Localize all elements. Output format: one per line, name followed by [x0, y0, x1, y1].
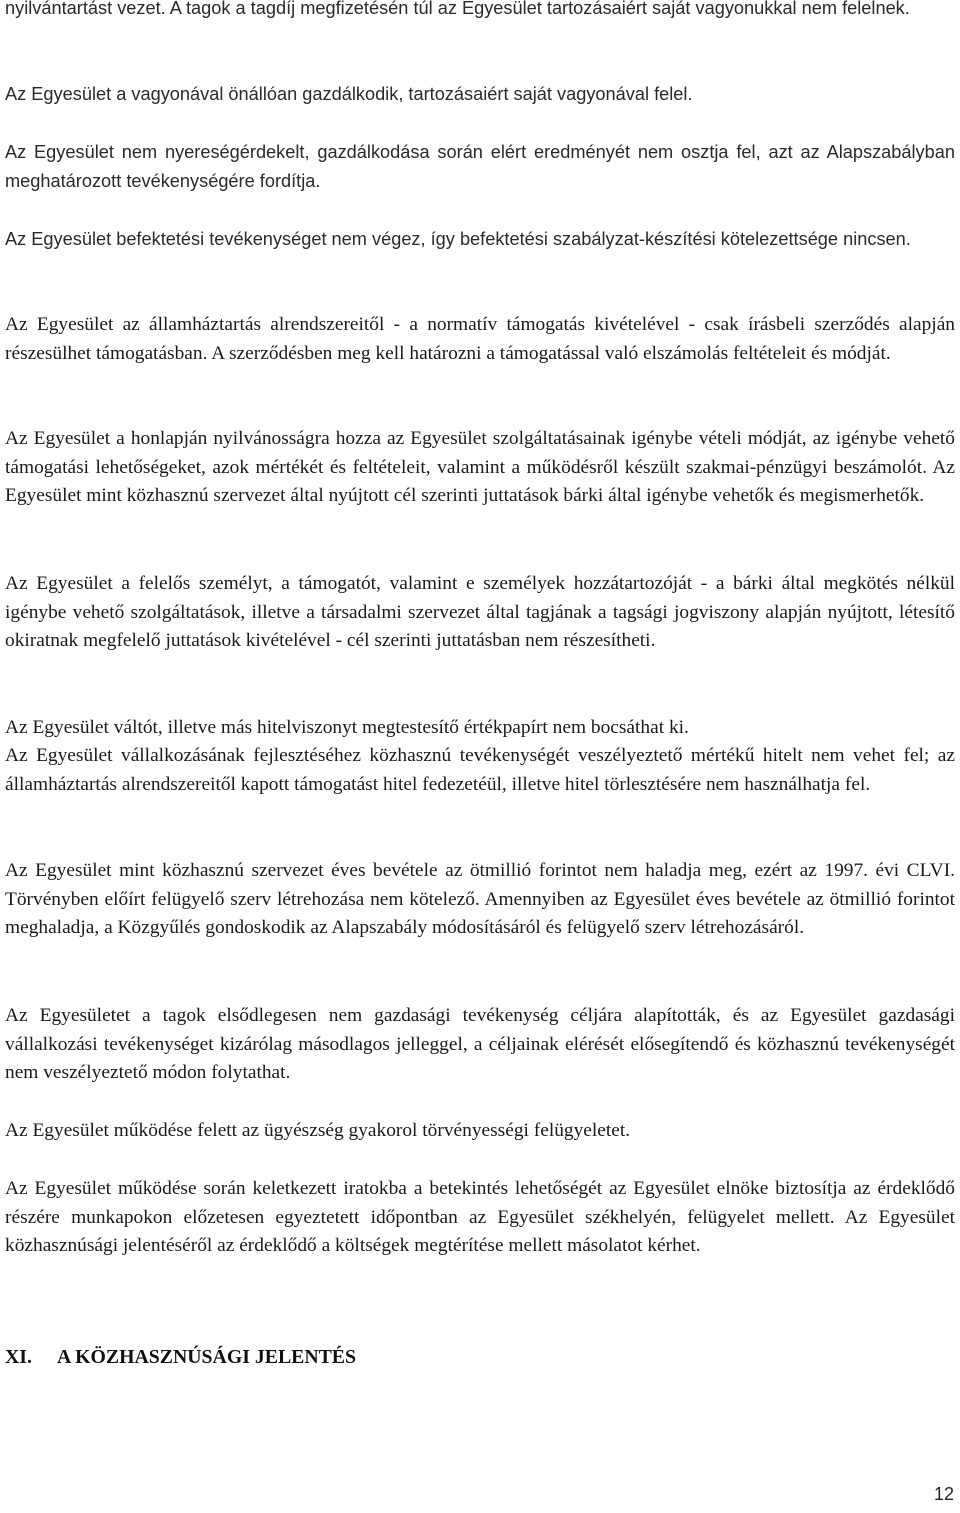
paragraph-text: Az Egyesületet a tagok elsődlegesen nem gazdasági tevékenység céljára alapították, és az Egyesület gazdasági vállalkozási tevékenységet kizárólag másodlagos jelleggel, a céljainak elérését elősegítendő és közhasznú tevékenységét nem veszélyeztető módon folytathat.: [5, 1005, 955, 1084]
paragraph-members-liability: [5, 0, 955, 23]
paragraph-website-publicity: [5, 425, 955, 511]
paragraph-text: Az Egyesület a felelős személyt, a támogatót, valamint e személyek hozzátartozóját - a bárki által megkötés nélkül igénybe vehető szolgáltatások, illetve a társadalmi szervezet által tagjának a tagsági jogviszony alapján nyújtott, létesítő okiratnak megfelelő juttatások kivételével - cél szerinti juttatásban nem részesítheti.: [5, 573, 955, 652]
paragraph-text: Az Egyesület nem nyereségérdekelt, gazdálkodása során elért eredményét nem osztja fel, azt az Alapszabályban meghatározott tevékenységére fordítja.: [5, 142, 955, 191]
paragraph-text: Az Egyesület a vagyonával önállóan gazdálkodik, tartozásaiért saját vagyonával felel.: [5, 84, 693, 104]
page-number: 12: [933, 1484, 954, 1504]
paragraph-asset-management: [5, 80, 955, 109]
paragraph-investment: [5, 225, 955, 254]
paragraph-text: nyilvántartást vezet. A tagok a tagdíj megfizetésén túl az Egyesület tartozásaiért saját vagyonukkal nem felelnek.: [5, 0, 910, 18]
paragraph-state-support: [5, 311, 955, 368]
section-title: A KÖZHASZNÚSÁGI JELENTÉS: [57, 1346, 357, 1368]
paragraph-text: Az Egyesület befektetési tevékenységet nem végez, így befektetési szabályzat-készítési kötelezettsége nincsen.: [5, 229, 911, 249]
paragraph-text: Az Egyesület működése során keletkezett iratokba a betekintés lehetőségét az Egyesület elnöke biztosítja az érdeklődő részére munkapokon előzetesen egyeztetett időpontban az Egyesület székhelyén, felügyelet mellett. Az Egyesület közhasznúsági jelentéséről az érdeklődő a költségek megtérítése mellett másolatot kérhet.: [5, 1178, 955, 1257]
section-heading: [5, 1343, 356, 1371]
paragraph-text: Az Egyesület működése felett az ügyészség gyakorol törvényességi felügyeletet.: [5, 1120, 631, 1141]
paragraph-supervisory-body: [5, 857, 955, 943]
paragraph-text: Az Egyesület a honlapján nyilvánosságra hozza az Egyesület szolgáltatásainak igénybe vételi módját, az igénybe vehető támogatási lehetőségeket, azok mértékét és feltételeit, valamint a működésről készült szakmai-pénzügyi beszámolót. Az Egyesület mint közhasznú szervezet által nyújtott cél szerinti juttatások bárki által igénybe vehetők és megismerhetők.: [5, 428, 955, 507]
paragraph-prosecution-oversight: [5, 1117, 955, 1146]
paragraph-securities: [5, 714, 955, 743]
paragraph-credit: [5, 742, 955, 799]
paragraph-non-profit: [5, 138, 955, 195]
paragraph-document-access: [5, 1175, 955, 1261]
paragraph-economic-activity: [5, 1002, 955, 1088]
paragraph-beneficiaries: [5, 570, 955, 656]
paragraph-text: Az Egyesület mint közhasznú szervezet éves bevétele az ötmillió forintot nem haladja meg, ezért az 1997. évi CLVI. Törvényben előírt felügyelő szerv létrehozása nem kötelező. Amennyiben az Egyesület éves bevétele az ötmillió forintot meghaladja, a Közgyűlés gondoskodik az Alapszabály módosításáról és felügyelő szerv létrehozásáról.: [5, 860, 955, 939]
paragraph-text: Az Egyesület váltót, illetve más hitelviszonyt megtestesítő értékpapírt nem bocsáthat ki.: [5, 717, 689, 738]
paragraph-text: Az Egyesület az államháztartás alrendszereitől - a normatív támogatás kivételével - csak írásbeli szerződés alapján részesülhet támogatásban. A szerződésben meg kell határozni a támogatással való elszámolás feltételeit és módját.: [5, 314, 955, 364]
section-number: XI.: [5, 1346, 32, 1368]
paragraph-text: Az Egyesület vállalkozásának fejlesztéséhez közhasznú tevékenységét veszélyeztető mértékű hitelt nem vehet fel; az államháztartás alrendszereitől kapott támogatást hitel fedezetéül, illetve hitel törlesztésére nem használhatja fel.: [5, 745, 955, 795]
